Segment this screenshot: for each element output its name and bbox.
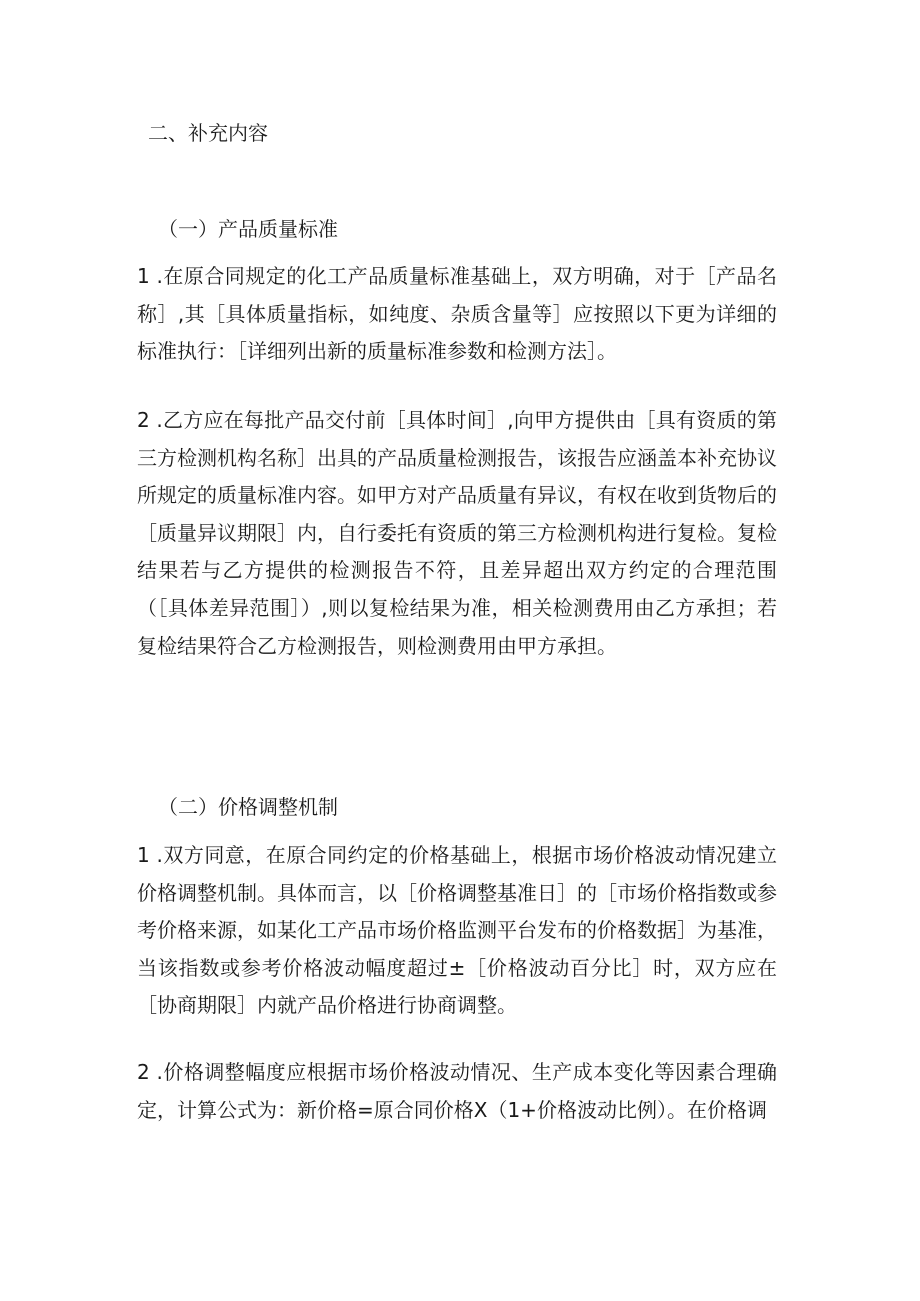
quality-clause-2: 2 .乙方应在每批产品交付前［具体时间］,向甲方提供由［具有资质的第三方检测机构名称］出具的产品质量检测报告，该报告应涵盖本补充协议所规定的质量标准内容。如甲方对产品质量有异议，有权在收到货物后的［质量异议期限］内，自行委托有资质的第三方检测机构进行复检。复检结果若与乙方提供的检测报告不符，且差异超出双方约定的合理范围（［具体差异范围］）,则以复检结果为准，相关检测费用由乙方承担；若复检结果符合乙方检测报告，则检测费用由甲方承担。	[137, 408, 777, 658]
price-clause-2: 2 .价格调整幅度应根据市场价格波动情况、生产成本变化等因素合理确定，计算公式为：新价格=原合同价格X（1+价格波动比例）。在价格调	[137, 1060, 777, 1122]
section-title: 二、补充内容	[148, 121, 268, 145]
quality-clause-1: 1 .在原合同规定的化工产品质量标准基础上，双方明确，对于［产品名称］,其［具体质量指标，如纯度、杂质含量等］应按照以下更为详细的标准执行：［详细列出新的质量标准参数和检测方法］。	[137, 264, 777, 364]
subsection-title-price: （二）价格调整机制	[158, 795, 338, 819]
price-clause-1: 1 .双方同意，在原合同约定的价格基础上，根据市场价格波动情况建立价格调整机制。具体而言，以［价格调整基准日］的［市场价格指数或参考价格来源，如某化工产品市场价格监测平台发布的价格数据］为基准，当该指数或参考价格波动幅度超过±［价格波动百分比］时，双方应在［协商期限］内就产品价格进行协商调整。	[137, 843, 777, 1018]
subsection-title-quality: （一）产品质量标准	[158, 217, 338, 241]
